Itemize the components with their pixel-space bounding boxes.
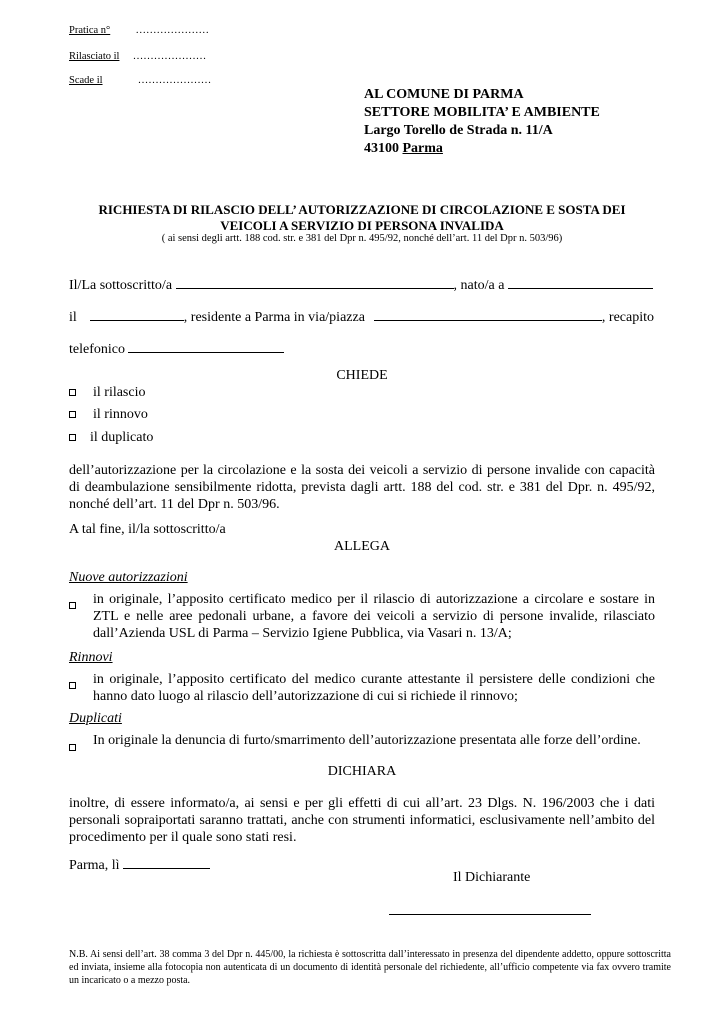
addressee-block — [364, 86, 600, 158]
addressee-line-2: SETTORE MOBILITA’ E AMBIENTE — [364, 105, 600, 120]
form-line-3 — [69, 340, 284, 358]
residente-label: , residente a Parma in via/piazza — [183, 310, 365, 325]
checkbox-icon[interactable] — [69, 389, 76, 396]
option-rilascio[interactable] — [69, 385, 146, 401]
section-rinnovi-checkbox-wrap — [69, 676, 76, 694]
section-title-nuove: Nuove autorizzazioni — [69, 570, 188, 585]
addressee-city: Parma — [402, 141, 443, 156]
place-date-row — [69, 856, 210, 874]
address-field[interactable] — [374, 308, 602, 321]
nato-label: , nato/a a — [453, 278, 505, 293]
section-nuove-text: in originale, l’apposito certificato medico per il rilascio di autorizzazione a circolare e sostare in ZTL e nelle aree pedonali urbane, a favore dei veicoli a servizio di persone invalide, rilasciato dall’Azienda USL di Parma – Servizio Igiene Pubblica, via Vasari n. 13/A; — [93, 592, 655, 641]
date-field[interactable] — [123, 856, 210, 869]
checkbox-icon[interactable] — [69, 602, 76, 609]
telefonico-label: telefonico — [69, 342, 125, 357]
name-field[interactable] — [176, 276, 454, 289]
option-rinnovo[interactable] — [69, 407, 148, 423]
chiede-heading: CHIEDE — [336, 368, 388, 383]
rilasciato-row — [69, 51, 206, 62]
checkbox-icon[interactable] — [69, 411, 76, 418]
chiede-paragraph: dell’autorizzazione per la circolazione e la sosta dei veicoli a servizio di persone invalide con capacità di deambulazione sensibilmente ridotta, prevista dagli artt. 188 del cod. str. e 381 del Dpr. n. 495/92, nonché dell’art. 11 del Dpr n. 503/96. — [69, 463, 655, 512]
option-duplicato-label: il duplicato — [90, 430, 154, 445]
addressee-line-3: Largo Torello de Strada n. 11/A — [364, 123, 553, 138]
dichiara-paragraph: inoltre, di essere informato/a, ai sensi e per gli effetti di cui all’art. 23 Dlgs. N. 196/2003 che i dati personali sopraiportati saranno trattati, anche con strumenti informatici, esclusivamente nell’ambito del procedimento per il quale sono stati resi. — [69, 796, 655, 845]
section-duplicati-text: In originale la denuncia di furto/smarrimento dell’autorizzazione presentata alle forze dell’ordine. — [93, 733, 641, 748]
dichiara-heading: DICHIARA — [327, 764, 397, 779]
birthdate-field[interactable] — [90, 308, 184, 321]
rilasciato-value-dots[interactable]: ………………… — [132, 51, 207, 62]
checkbox-icon[interactable] — [69, 744, 76, 751]
checkbox-icon[interactable] — [69, 434, 76, 441]
footnote: N.B. Ai sensi dell’art. 38 comma 3 del Dpr n. 445/00, la richiesta è sottoscritta dall’interessato in presenza del dipendente addetto, oppure sottoscritta ed inviata, insieme alla fotocopia non autenticata di un documento di identità personale del richiedente, all’ufficio competente via fax ovvero tramite un incaricato o a mezzo posta. — [69, 949, 671, 986]
checkbox-icon[interactable] — [69, 682, 76, 689]
sottoscritto-label: Il/La sottoscritto/a — [69, 278, 173, 293]
pratica-label: Pratica n° — [69, 25, 111, 36]
scade-row — [69, 75, 211, 86]
title-subtitle: ( ai sensi degli artt. 188 cod. str. e 381 del Dpr n. 495/92, nonché dell’art. 11 del Dpr n. 503/96) — [161, 233, 563, 244]
signer-label: Il Dichiarante — [453, 870, 531, 885]
pratica-value-dots[interactable]: ………………… — [135, 25, 209, 36]
option-duplicato[interactable] — [69, 430, 153, 446]
section-title-duplicati: Duplicati — [69, 711, 122, 726]
section-rinnovi-text: in originale, l’apposito certificato del medico curante attestante il persistere delle condizioni che hanno dato luogo al rilascio dell’autorizzazione di cui si richiede il rinnovo; — [93, 672, 655, 704]
allega-heading: ALLEGA — [334, 539, 390, 554]
title-line-1: RICHIESTA DI RILASCIO DELL’ AUTORIZZAZIONE DI CIRCOLAZIONE E SOSTA DEI — [98, 202, 626, 217]
signature-line[interactable] — [389, 914, 591, 915]
phone-field[interactable] — [128, 340, 284, 353]
document-title — [40, 202, 684, 234]
section-duplicati-checkbox-wrap — [69, 738, 76, 756]
section-title-rinnovi: Rinnovi — [69, 650, 113, 665]
option-rilascio-label: il rilascio — [93, 385, 146, 400]
addressee-postcode: 43100 — [364, 141, 403, 156]
scade-value-dots[interactable]: ………………… — [137, 75, 212, 86]
pratica-row — [69, 25, 209, 36]
recapito-label: , recapito — [601, 310, 655, 325]
allega-intro: A tal fine, il/la sottoscritto/a — [69, 522, 226, 537]
option-rinnovo-label: il rinnovo — [93, 407, 148, 422]
form-line-1 — [69, 276, 653, 294]
addressee-line-4 — [364, 140, 600, 158]
il-label: il — [69, 310, 77, 325]
place-label: Parma, lì — [69, 858, 120, 873]
scade-label: Scade il — [69, 75, 103, 86]
form-line-2 — [69, 308, 655, 326]
birthplace-field[interactable] — [508, 276, 653, 289]
section-nuove-checkbox-wrap — [69, 596, 76, 614]
rilasciato-label: Rilasciato il — [69, 51, 120, 62]
addressee-line-1: AL COMUNE DI PARMA — [364, 87, 524, 102]
title-line-2: VEICOLI A SERVIZIO DI PERSONA INVALIDA — [220, 218, 504, 233]
